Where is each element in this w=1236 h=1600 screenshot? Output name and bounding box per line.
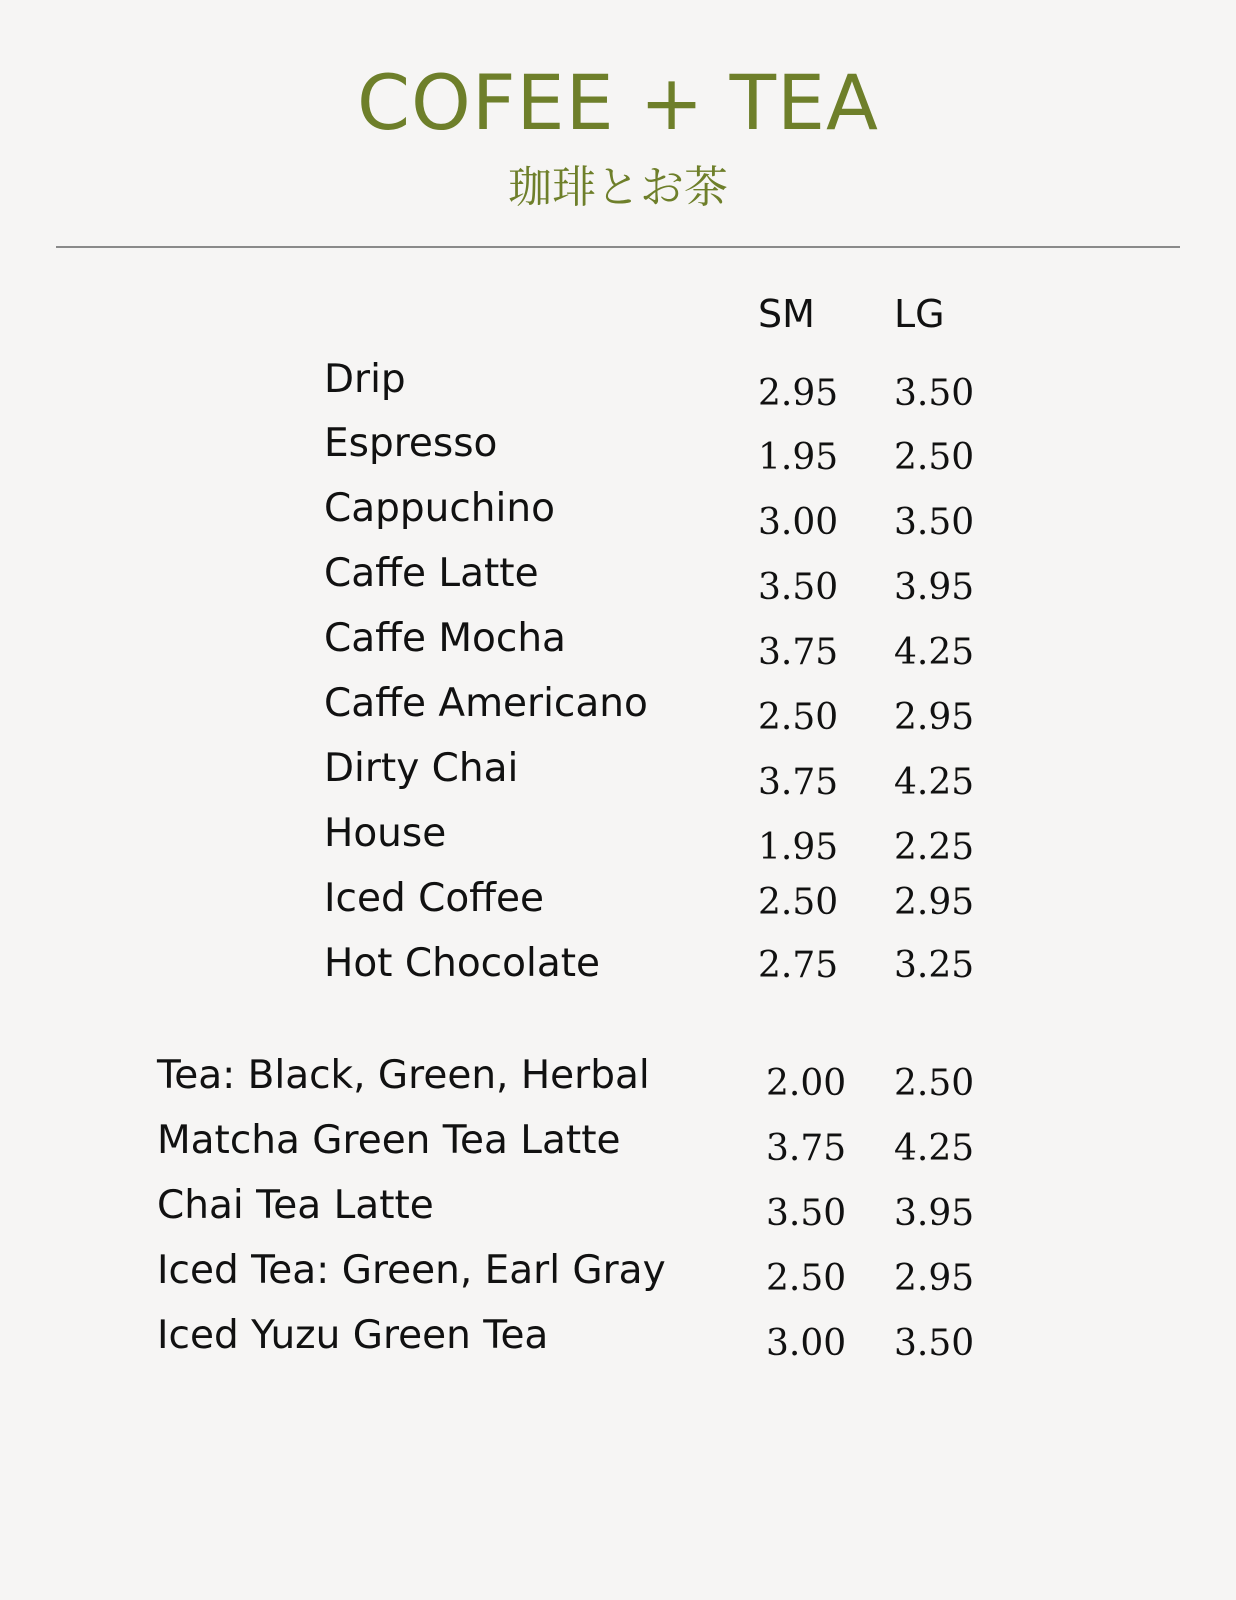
price-large: 3.50: [894, 1323, 975, 1364]
price-large: 2.95: [894, 882, 975, 923]
menu-row: [0, 1247, 1236, 1311]
item-name: Iced Yuzu Green Tea: [157, 1313, 549, 1358]
price-large: 4.25: [894, 1128, 975, 1169]
price-large: 2.50: [894, 437, 975, 478]
price-small: 2.50: [758, 882, 839, 923]
price-large: 3.50: [894, 502, 975, 543]
price-small: 3.75: [758, 632, 839, 673]
menu-row: [0, 615, 1236, 679]
item-name: Iced Tea: Green, Earl Gray: [157, 1248, 666, 1293]
menu-row: [0, 356, 1236, 420]
price-small: 1.95: [758, 437, 839, 478]
menu-row: [0, 875, 1236, 939]
price-small: 3.00: [766, 1323, 847, 1364]
item-name: Caffe Mocha: [324, 616, 566, 661]
menu-row: [0, 1052, 1236, 1116]
column-header-large: LG: [894, 292, 945, 336]
menu-row: [0, 745, 1236, 809]
column-header-small: SM: [758, 292, 815, 336]
item-name: Espresso: [324, 421, 498, 466]
item-name: Drip: [324, 357, 406, 402]
price-small: 3.50: [766, 1193, 847, 1234]
menu-row: [0, 1182, 1236, 1246]
menu-title: COFEE + TEA: [356, 58, 880, 147]
price-large: 3.95: [894, 567, 975, 608]
item-name: Caffe Latte: [324, 551, 539, 596]
price-large: 3.25: [894, 945, 975, 986]
menu-row: [0, 940, 1236, 1004]
price-large: 2.95: [894, 697, 975, 738]
price-small: 2.50: [766, 1258, 847, 1299]
price-small: 2.00: [766, 1063, 847, 1104]
price-large: 3.95: [894, 1193, 975, 1234]
menu-row: [0, 810, 1236, 874]
price-small: 2.50: [758, 697, 839, 738]
item-name: Caffe Americano: [324, 681, 648, 726]
item-name: Tea: Black, Green, Herbal: [157, 1053, 650, 1098]
header-divider: [56, 246, 1180, 248]
menu-row: [0, 1117, 1236, 1181]
item-name: Dirty Chai: [324, 746, 519, 791]
price-small: 3.50: [758, 567, 839, 608]
item-name: Hot Chocolate: [324, 941, 601, 986]
price-small: 3.00: [758, 502, 839, 543]
menu-row: [0, 680, 1236, 744]
menu-row: [0, 1312, 1236, 1376]
price-large: 4.25: [894, 632, 975, 673]
price-small: 2.75: [758, 945, 839, 986]
price-small: 3.75: [766, 1128, 847, 1169]
price-large: 2.95: [894, 1258, 975, 1299]
item-name: Iced Coffee: [324, 876, 545, 921]
item-name: Cappuchino: [324, 486, 555, 531]
menu-row: [0, 550, 1236, 614]
price-small: 3.75: [758, 762, 839, 803]
price-large: 2.50: [894, 1063, 975, 1104]
item-name: House: [324, 811, 447, 856]
menu-row: [0, 420, 1236, 484]
item-name: Matcha Green Tea Latte: [157, 1118, 621, 1163]
price-large: 2.25: [894, 827, 975, 868]
menu-row: [0, 485, 1236, 549]
item-name: Chai Tea Latte: [157, 1183, 434, 1228]
price-small: 2.95: [758, 373, 839, 414]
menu-subtitle-japanese: 珈琲とお茶: [508, 162, 728, 213]
price-large: 3.50: [894, 373, 975, 414]
price-large: 4.25: [894, 762, 975, 803]
price-small: 1.95: [758, 827, 839, 868]
